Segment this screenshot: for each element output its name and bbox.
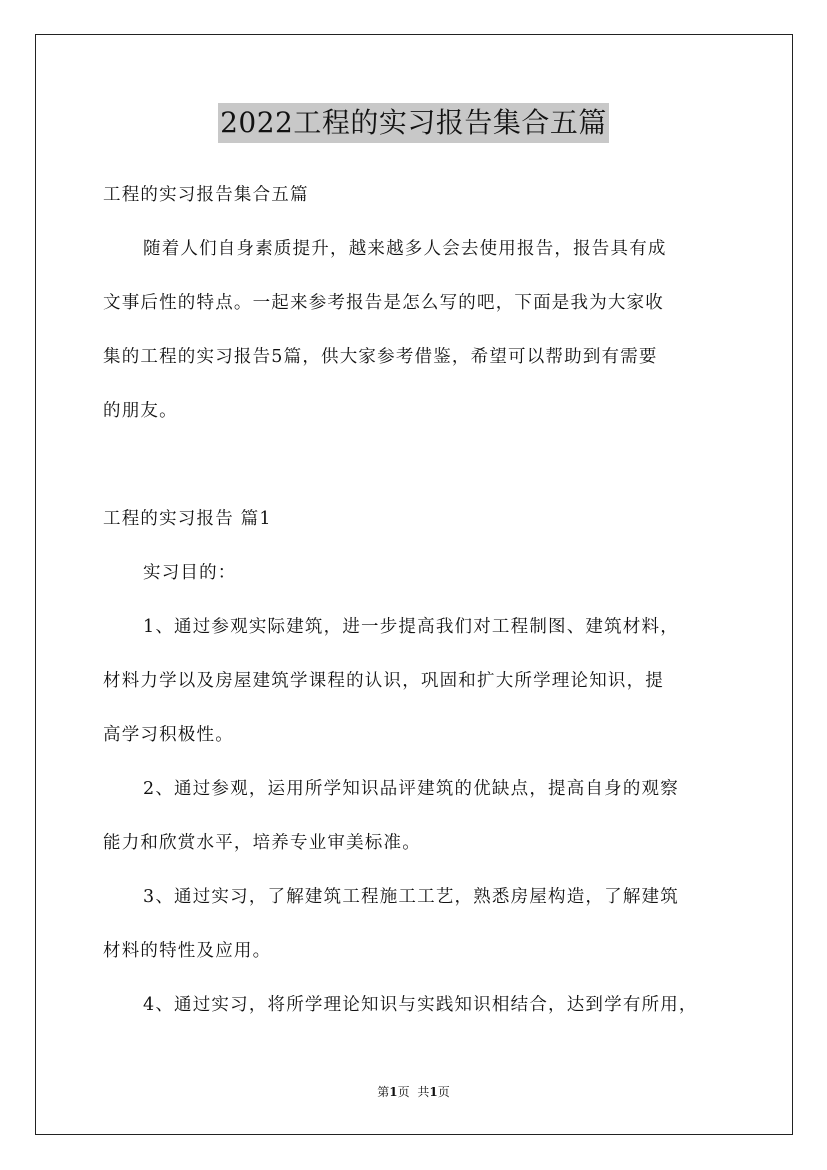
total-suffix: 页 [437,1085,450,1099]
page-prefix: 第 [377,1085,390,1099]
document-title: 2022工程的实习报告集合五篇 [218,103,609,143]
page-footer [0,1084,827,1100]
title-container [0,103,827,143]
item-line: 材料力学以及房屋建筑学课程的认识，巩固和扩大所学理论知识，提 [103,671,664,691]
document-subtitle: 工程的实习报告集合五篇 [103,185,309,205]
item-line: 能力和欣赏水平，培养专业审美标准。 [103,833,421,853]
page-number: 1 [389,1085,398,1099]
item-line: 材料的特性及应用。 [103,941,272,961]
intro-line: 的朋友。 [103,401,178,421]
item-line: 3、通过实习，了解建筑工程施工工艺，熟悉房屋构造，了解建筑 [143,887,679,907]
intro-line: 随着人们自身素质提升，越来越多人会去使用报告，报告具有成 [143,239,667,259]
intro-line: 集的工程的实习报告5篇，供大家参考借鉴，希望可以帮助到有需要 [103,347,658,367]
item-line: 2、通过参观，运用所学知识品评建筑的优缺点，提高自身的观察 [143,779,679,799]
total-pages: 1 [429,1085,438,1099]
page-suffix: 页 [397,1085,410,1099]
item-line: 高学习积极性。 [103,725,234,745]
intro-line: 文事后性的特点。一起来参考报告是怎么写的吧，下面是我为大家收 [103,293,664,313]
item-line: 4、通过实习，将所学理论知识与实践知识相结合，达到学有所用， [143,995,698,1015]
item-line: 1、通过参观实际建筑，进一步提高我们对工程制图、建筑材料， [143,617,679,637]
total-prefix: 共 [417,1085,430,1099]
section-heading: 工程的实习报告 篇1 [103,509,272,529]
purpose-label: 实习目的： [143,563,237,583]
